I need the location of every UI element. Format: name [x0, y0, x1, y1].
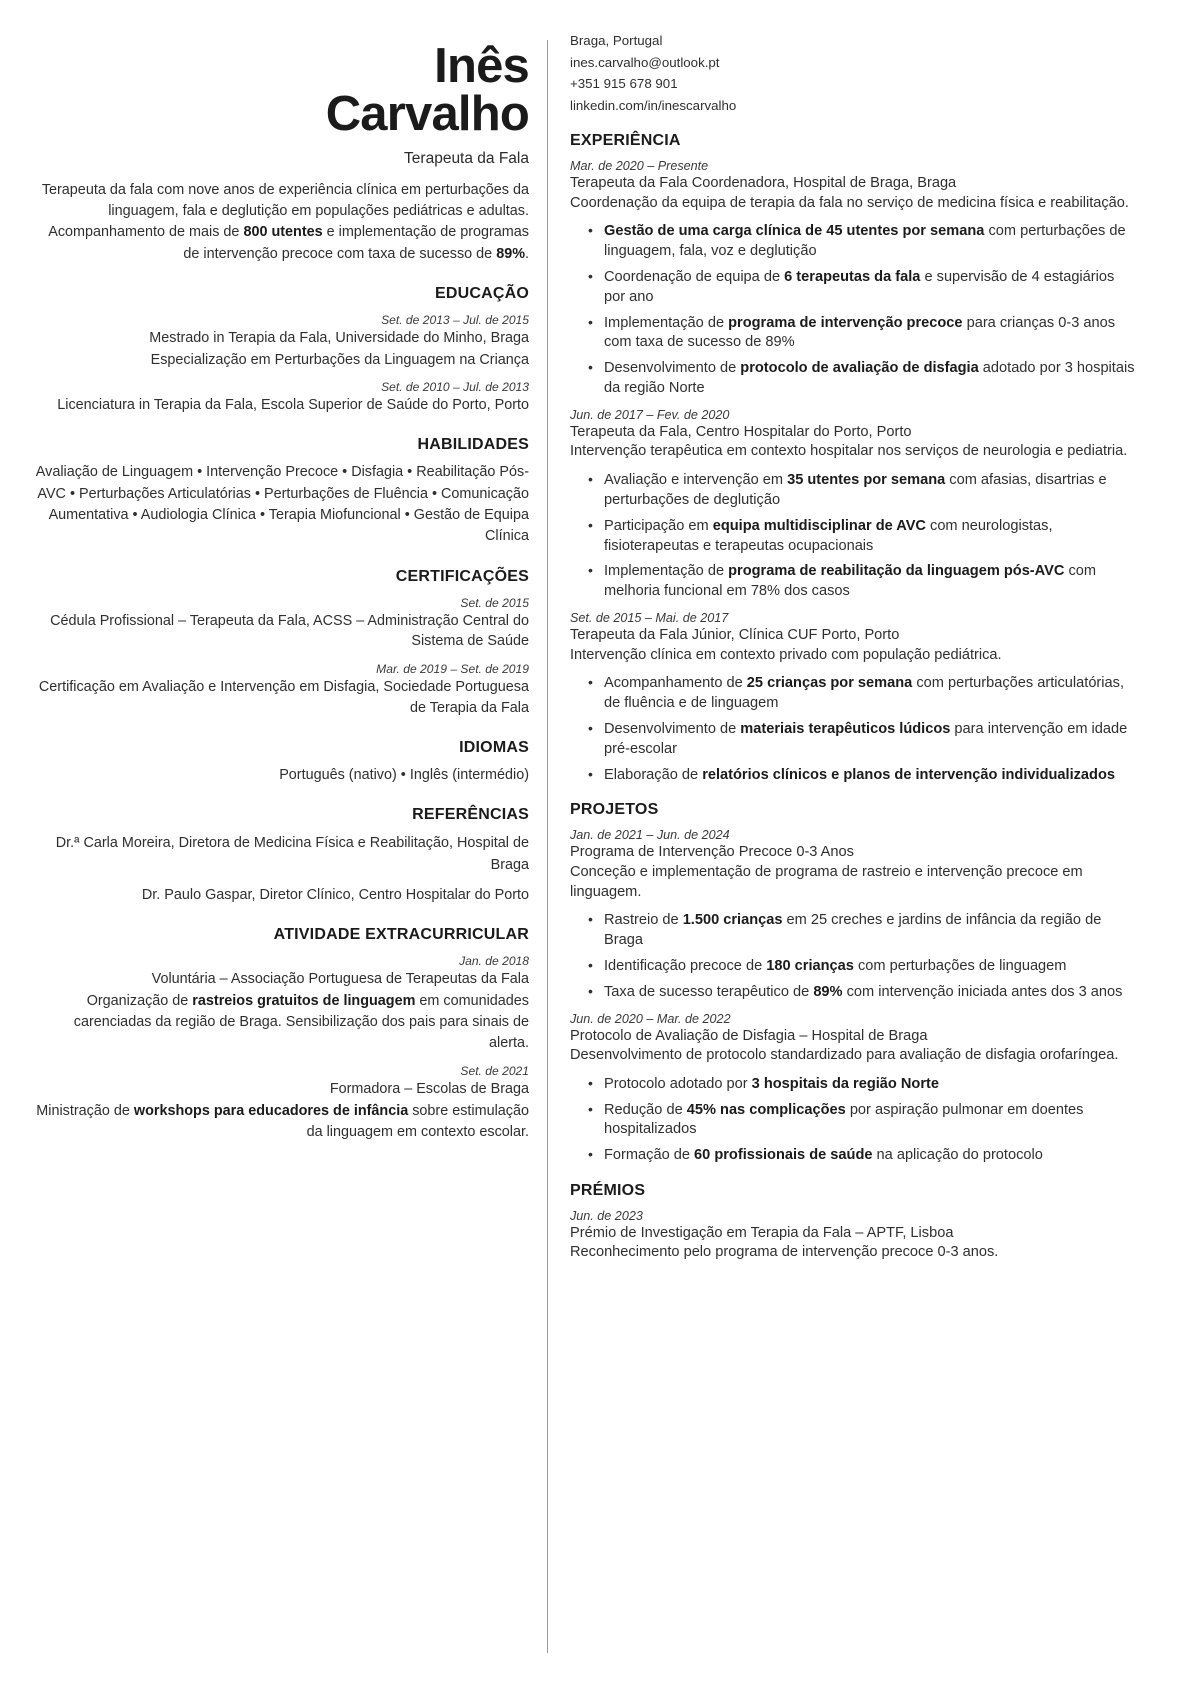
award-entry: [570, 1209, 1138, 1263]
education-entry: [30, 313, 529, 371]
education-date: Set. de 2010 – Jul. de 2013: [381, 380, 529, 395]
award-name: Prémio de Investigação em Terapia da Fala – APTF, Lisboa: [570, 1225, 954, 1242]
left-column: [30, 30, 547, 1142]
project-date: Jun. de 2020 – Mar. de 2022: [570, 1011, 731, 1026]
project-entry: [570, 1012, 1138, 1166]
contact-phone[interactable]: +351 915 678 901: [570, 76, 678, 92]
bullet-item: • Formação de 60 profissionais de saúde na aplicação do protocolo: [588, 1146, 1138, 1166]
experience-date: Mar. de 2020 – Presente: [570, 159, 709, 174]
education-list: [30, 313, 529, 417]
experience-bullets: [570, 471, 1138, 602]
experience-entry: [570, 159, 1138, 399]
contact-location: Braga, Portugal: [570, 33, 663, 48]
bullet-item: • Rastreio de 1.500 crianças em 25 creches e jardins de infância da região de Braga: [588, 911, 1138, 951]
professional-summary: Terapeuta da fala com nove anos de experiência clínica em perturbações da linguagem, fala e deglutição em populações pediátricas e adultas. Acompanhamento de mais de 800 utentes e implementação de programas de intervenção precoce com taxa de sucesso de 89%.: [41, 182, 529, 262]
extracurricular-entry: [30, 1064, 529, 1143]
bullet-item: • Implementação de programa de reabilitação da linguagem pós-AVC com melhoria funcional em 78% dos casos: [588, 562, 1138, 602]
first-name: Inês: [434, 39, 529, 93]
certification-text: Cédula Profissional – Terapeuta da Fala, ACSS – Administração Central do Sistema de Saúde: [50, 612, 529, 650]
project-name: Protocolo de Avaliação de Disfagia – Hospital de Braga: [570, 1027, 928, 1044]
section-title-references: REFERÊNCIAS: [412, 806, 529, 824]
skills-list: Avaliação de Linguagem • Intervenção Precoce • Disfagia • Reabilitação Pós-AVC • Perturbações Articulatórias • Perturbações de Fluência • Comunicação Aumentativa • Audiologia Clínica • Terapia Miofuncional • Gestão de Equipa Clínica: [35, 464, 529, 545]
experience-description: Intervenção terapêutica em contexto hospitalar nos serviços de neurologia e pediatria.: [570, 443, 1128, 460]
last-name: Carvalho: [325, 87, 529, 142]
extracurricular-date: Jan. de 2018: [459, 954, 529, 969]
certification-entry: [30, 662, 529, 719]
extracurricular-entry: [30, 954, 529, 1054]
extracurricular-desc: Ministração de workshops para educadores de infância sobre estimulação da linguagem em contexto escolar.: [36, 1102, 529, 1140]
experience-role: Terapeuta da Fala Coordenadora, Hospital de Braga, Braga: [570, 175, 957, 192]
reference-item: Dr. Paulo Gaspar, Diretor Clínico, Centro Hospitalar do Porto: [141, 887, 529, 904]
experience-date: Jun. de 2017 – Fev. de 2020: [570, 407, 730, 422]
languages-list: Português (nativo) • Inglês (intermédio): [279, 767, 529, 784]
section-title-certifications: CERTIFICAÇÕES: [395, 567, 529, 585]
right-column: [548, 30, 1138, 1263]
certification-text: Certificação em Avaliação e Intervenção em Disfagia, Sociedade Portuguesa de Terapia da Fala: [38, 679, 529, 717]
project-name: Programa de Intervenção Precoce 0-3 Anos: [570, 844, 854, 861]
bullet-item: • Implementação de programa de intervenção precoce para crianças 0-3 anos com taxa de sucesso de 89%: [588, 314, 1138, 354]
extracurricular-date: Set. de 2021: [460, 1063, 529, 1078]
experience-date: Set. de 2015 – Mai. de 2017: [570, 611, 729, 626]
experience-bullets: [570, 674, 1138, 785]
education-degree: Licenciatura in Terapia da Fala, Escola Superior de Saúde do Porto, Porto: [57, 397, 529, 414]
bullet-item: • Taxa de sucesso terapêutico de 89% com intervenção iniciada antes dos 3 anos: [588, 983, 1138, 1003]
experience-entry: [570, 408, 1138, 602]
experience-bullets: [570, 222, 1138, 399]
bullet-item: • Acompanhamento de 25 crianças por semana com perturbações articulatórias, de fluência e de linguagem: [588, 674, 1138, 714]
reference-item: Dr.ª Carla Moreira, Diretora de Medicina Física e Reabilitação, Hospital de Braga: [55, 835, 529, 873]
bullet-item: • Desenvolvimento de protocolo de avaliação de disfagia adotado por 3 hospitais da região Norte: [588, 359, 1138, 399]
education-degree: Mestrado in Terapia da Fala, Universidade do Minho, Braga: [149, 329, 529, 346]
section-title-projects: PROJETOS: [570, 801, 659, 819]
award-date: Jun. de 2023: [570, 1209, 643, 1224]
section-title-awards: PRÉMIOS: [570, 1182, 646, 1200]
bullet-item: • Redução de 45% nas complicações por aspiração pulmonar em doentes hospitalizados: [588, 1101, 1138, 1141]
certification-entry: [30, 596, 529, 653]
contact-email[interactable]: ines.carvalho@outlook.pt: [570, 54, 720, 70]
project-entry: [570, 828, 1138, 1002]
education-detail: Especialização em Perturbações da Linguagem na Criança: [150, 351, 529, 368]
bullet-item: • Identificação precoce de 180 crianças com perturbações de linguagem: [588, 957, 1138, 977]
section-title-languages: IDIOMAS: [459, 739, 529, 757]
bullet-item: • Desenvolvimento de materiais terapêuticos lúdicos para intervenção em idade pré-escolar: [588, 720, 1138, 760]
education-entry: [30, 380, 529, 416]
extracurricular-role: Voluntária – Associação Portuguesa de Terapeutas da Fala: [151, 971, 529, 988]
certifications-list: [30, 596, 529, 720]
job-title: Terapeuta da Fala: [404, 150, 529, 168]
experience-entry: [570, 611, 1138, 785]
extracurricular-role: Formadora – Escolas de Braga: [329, 1080, 529, 1097]
section-title-education: EDUCAÇÃO: [434, 284, 529, 302]
certification-date: Set. de 2015: [460, 595, 529, 610]
education-date: Set. de 2013 – Jul. de 2015: [381, 312, 529, 327]
experience-role: Terapeuta da Fala Júnior, Clínica CUF Porto, Porto: [570, 627, 900, 644]
name-block: [30, 39, 529, 265]
contact-block: [570, 30, 1138, 116]
experience-description: Coordenação da equipa de terapia da fala no serviço de medicina física e reabilitação.: [570, 194, 1129, 211]
project-bullets: [570, 911, 1138, 1002]
extracurricular-desc: Organização de rastreios gratuitos de linguagem em comunidades carenciadas da região de Braga. Sensibilização dos pais para sinais de alerta.: [73, 993, 529, 1051]
bullet-item: • Protocolo adotado por 3 hospitais da região Norte: [588, 1075, 1138, 1095]
project-description: Conceção e implementação de programa de rastreio e intervenção precoce em linguagem.: [570, 863, 1083, 900]
project-bullets: [570, 1075, 1138, 1166]
bullet-item: • Avaliação e intervenção em 35 utentes por semana com afasias, disartrias e perturbações de deglutição: [588, 471, 1138, 511]
page-title: [30, 39, 529, 142]
bullet-item: • Elaboração de relatórios clínicos e planos de intervenção individualizados: [588, 766, 1138, 786]
certification-date: Mar. de 2019 – Set. de 2019: [376, 662, 529, 677]
experience-description: Intervenção clínica em contexto privado com população pediátrica.: [570, 646, 1002, 663]
experience-role: Terapeuta da Fala, Centro Hospitalar do Porto, Porto: [570, 423, 912, 440]
project-description: Desenvolvimento de protocolo standardizado para avaliação de disfagia orofaríngea.: [570, 1047, 1119, 1063]
bullet-item: • Gestão de uma carga clínica de 45 utentes por semana com perturbações de linguagem, fala, voz e deglutição: [588, 222, 1138, 262]
bullet-item: • Coordenação de equipa de 6 terapeutas da fala e supervisão de 4 estagiários por ano: [588, 268, 1138, 308]
award-description: Reconhecimento pelo programa de intervenção precoce 0-3 anos.: [570, 1244, 999, 1261]
contact-linkedin[interactable]: linkedin.com/in/inescarvalho: [570, 97, 737, 113]
project-date: Jan. de 2021 – Jun. de 2024: [570, 828, 730, 843]
bullet-item: • Participação em equipa multidisciplinar de AVC com neurologistas, fisioterapeutas e terapeutas ocupacionais: [588, 517, 1138, 557]
extracurricular-list: [30, 954, 529, 1142]
section-title-extracurricular: ATIVIDADE EXTRACURRICULAR: [273, 926, 529, 944]
section-title-skills: HABILIDADES: [417, 436, 529, 454]
section-title-experience: EXPERIÊNCIA: [570, 132, 681, 150]
